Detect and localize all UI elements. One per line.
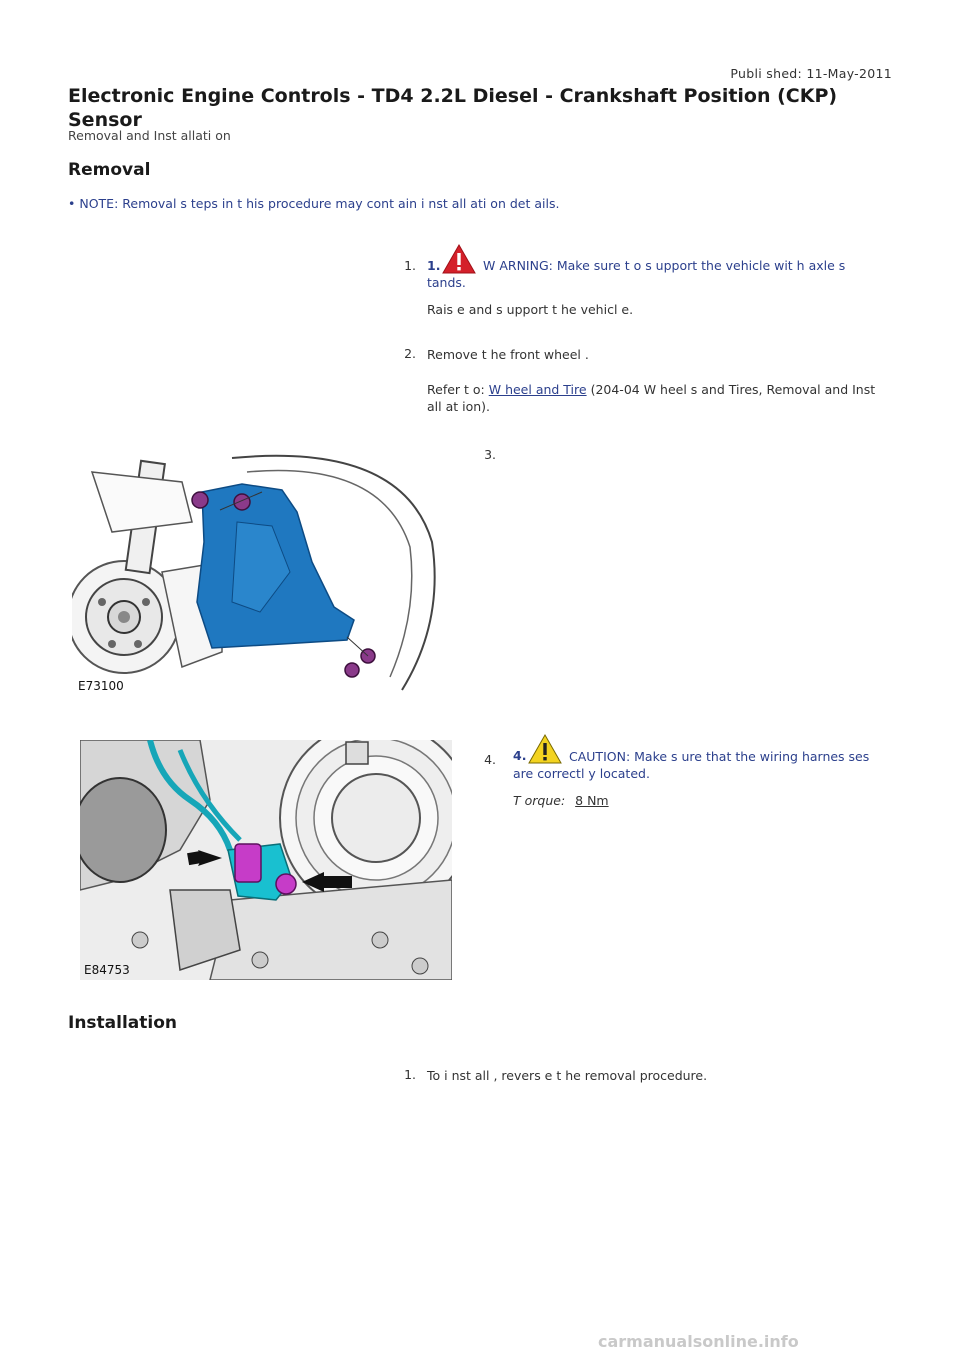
step-4-torque <box>513 792 609 809</box>
step-1-text: Rais e and s upport t he vehicl e. <box>427 302 634 317</box>
wheel-and-tire-link[interactable]: W heel and Tire <box>488 382 587 397</box>
step-3-number: 3. <box>484 447 496 462</box>
removal-note: • NOTE: Removal s teps in t his procedure may cont ain i nst all ati on det ails. <box>68 196 560 211</box>
step-2-text: Remove t he front wheel . <box>427 347 589 362</box>
figure-e73100 <box>72 452 442 694</box>
install-step-1-number: 1. <box>404 1067 416 1082</box>
published-date: Publi shed: 11-May-2011 <box>730 66 892 81</box>
torque-label: T orque: <box>513 793 566 808</box>
step-2-number: 2. <box>404 346 416 361</box>
removal-heading: Removal <box>68 160 151 180</box>
step-1-warning: W ARNING: Make sure t o s upport the vehicle wit h axle s tands. <box>427 258 846 290</box>
step-4-number: 4. <box>484 752 496 767</box>
step-4-bold-number: 4. <box>513 748 527 763</box>
step-1 <box>427 244 867 317</box>
step-4-caution: CAUTION: Make s ure that the wiring harnes ses are correctl y located. <box>513 749 870 781</box>
torque-value: 8 Nm <box>575 793 609 808</box>
figure-e84753 <box>80 740 452 980</box>
step-1-number: 1. <box>404 258 416 273</box>
step-2-refer <box>427 381 877 415</box>
refer-suffix: (204-04 W heel s and Tires, Removal and Inst all at ion). <box>427 382 876 414</box>
install-step-1-text: To i nst all , revers e t he removal procedure. <box>427 1068 708 1083</box>
step-1-bold-number: 1. <box>427 258 441 273</box>
watermark: carmanualsonline.info <box>598 1332 799 1351</box>
figure-code-e73100: E73100 <box>78 679 124 693</box>
step-4 <box>513 734 893 808</box>
installation-heading: Installation <box>68 1013 178 1033</box>
page-title: Electronic Engine Controls - TD4 2.2L Diesel - Crankshaft Position (CKP) Sensor <box>68 85 838 131</box>
refer-prefix: Refer t o: <box>427 382 489 397</box>
page-subtitle: Removal and Inst allati on <box>68 128 231 143</box>
figure-code-e84753: E84753 <box>84 963 130 977</box>
